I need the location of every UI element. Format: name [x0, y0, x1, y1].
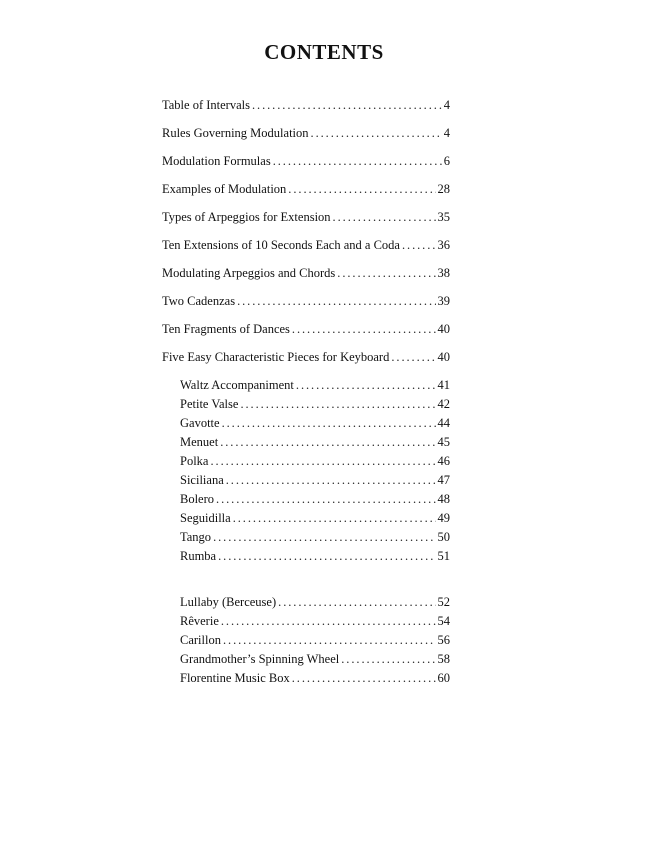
- toc-entry-title: Bolero: [180, 492, 215, 506]
- toc-entry: [162, 181, 450, 197]
- toc-entry-title: Modulating Arpeggios and Chords: [162, 266, 336, 280]
- dot-leader: [273, 153, 442, 169]
- toc-subentry: [180, 434, 450, 450]
- toc-entry-title: Ten Fragments of Dances: [162, 322, 290, 336]
- page-title: CONTENTS: [264, 40, 384, 64]
- toc-subentry: [180, 548, 450, 564]
- toc-entry-title: Table of Intervals: [162, 98, 250, 112]
- toc-subentry: [180, 632, 450, 648]
- toc-entry-page: 38: [437, 266, 450, 280]
- toc-entry-page: 4: [443, 98, 450, 112]
- toc-entry-title: Ten Extensions of 10 Seconds Each and a Coda: [162, 238, 400, 252]
- dot-leader: [221, 613, 436, 629]
- toc-subentry: [180, 651, 450, 667]
- toc-entry-page: 49: [437, 511, 450, 525]
- toc-entry-page: 4: [443, 126, 450, 140]
- toc-entry-title: Two Cadenzas: [162, 294, 236, 308]
- toc-entry: [162, 153, 450, 169]
- dot-leader: [220, 434, 435, 450]
- toc-entry-title: Waltz Accompaniment: [180, 378, 294, 392]
- toc-entry-page: 58: [437, 652, 450, 666]
- toc-entry: [162, 209, 450, 225]
- toc-subentry: [180, 594, 450, 610]
- dot-leader: [213, 529, 435, 545]
- toc-subentry: [180, 453, 450, 469]
- toc-entry-page: 52: [437, 595, 450, 609]
- toc-entry: [162, 265, 450, 281]
- dot-leader: [210, 453, 435, 469]
- dot-leader: [296, 377, 436, 393]
- toc-entry-page: 28: [437, 182, 450, 196]
- toc-entry-page: 6: [443, 154, 450, 168]
- dot-leader: [292, 670, 436, 686]
- dot-leader: [311, 125, 442, 141]
- toc-entry: [162, 237, 450, 253]
- toc-entry-title: Siciliana: [180, 473, 224, 487]
- dot-leader: [391, 349, 435, 365]
- dot-leader: [252, 97, 442, 113]
- toc-entry-page: 40: [437, 322, 450, 336]
- dot-leader: [226, 472, 436, 488]
- toc-entry-title: Rules Governing Modulation: [162, 126, 309, 140]
- toc-entry-page: 40: [437, 350, 450, 364]
- toc-entry-page: 50: [437, 530, 450, 544]
- toc-subentry: [180, 491, 450, 507]
- toc-entry-title: Florentine Music Box: [180, 671, 290, 685]
- toc-entry-title: Examples of Modulation: [162, 182, 287, 196]
- dot-leader: [337, 265, 435, 281]
- toc-entry-page: 44: [437, 416, 450, 430]
- toc-subentry: [180, 510, 450, 526]
- toc-subentry: [180, 415, 450, 431]
- dot-leader: [222, 415, 436, 431]
- toc-entry-title: Rumba: [180, 549, 217, 563]
- toc-entry-title: Carillon: [180, 633, 221, 647]
- toc-entry-page: 51: [437, 549, 450, 563]
- toc-entry-title: Gavotte: [180, 416, 220, 430]
- toc-entry-title: Lullaby (Berceuse): [180, 595, 277, 609]
- toc-entry-page: 45: [437, 435, 450, 449]
- toc-entry-page: 39: [437, 294, 450, 308]
- toc-entry-title: Rêverie: [180, 614, 219, 628]
- toc-entry: [162, 321, 450, 337]
- dot-leader: [292, 321, 436, 337]
- dot-leader: [341, 651, 435, 667]
- toc-entry: [162, 349, 450, 365]
- dot-leader: [216, 491, 435, 507]
- toc-subentry: [180, 396, 450, 412]
- dot-leader: [402, 237, 436, 253]
- toc-subentry: [180, 670, 450, 686]
- toc-entry-title: Menuet: [180, 435, 219, 449]
- dot-leader: [233, 510, 436, 526]
- toc-entry-title: Polka: [180, 454, 209, 468]
- toc-entry: [162, 97, 450, 113]
- toc-subentry: [180, 529, 450, 545]
- toc-entry-title: Petite Valse: [180, 397, 239, 411]
- dot-leader: [333, 209, 436, 225]
- toc-entry-page: 35: [437, 210, 450, 224]
- toc-entry-page: 54: [437, 614, 450, 628]
- toc-entry-title: Seguidilla: [180, 511, 231, 525]
- dot-leader: [223, 632, 436, 648]
- toc-entry-title: Modulation Formulas: [162, 154, 271, 168]
- toc-entry-page: 42: [437, 397, 450, 411]
- toc-subentry: [180, 613, 450, 629]
- toc-entry: [162, 125, 450, 141]
- dot-leader: [240, 396, 435, 412]
- toc-entry-page: 46: [437, 454, 450, 468]
- dot-leader: [288, 181, 435, 197]
- dot-leader: [278, 594, 435, 610]
- toc-entry-page: 60: [437, 671, 450, 685]
- toc-subentry: [180, 377, 450, 393]
- toc-subentry: [180, 472, 450, 488]
- toc-entry-page: 56: [437, 633, 450, 647]
- toc-entry-page: 41: [437, 378, 450, 392]
- toc-entry-page: 47: [437, 473, 450, 487]
- dot-leader: [237, 293, 435, 309]
- toc-entry-title: Tango: [180, 530, 212, 544]
- toc-entry-title: Types of Arpeggios for Extension: [162, 210, 331, 224]
- toc-entry-page: 48: [437, 492, 450, 506]
- toc-entry-title: Five Easy Characteristic Pieces for Keyboard: [162, 350, 390, 364]
- toc-entry: [162, 293, 450, 309]
- dot-leader: [218, 548, 435, 564]
- toc-entry-page: 36: [437, 238, 450, 252]
- toc-entry-title: Grandmother’s Spinning Wheel: [180, 652, 340, 666]
